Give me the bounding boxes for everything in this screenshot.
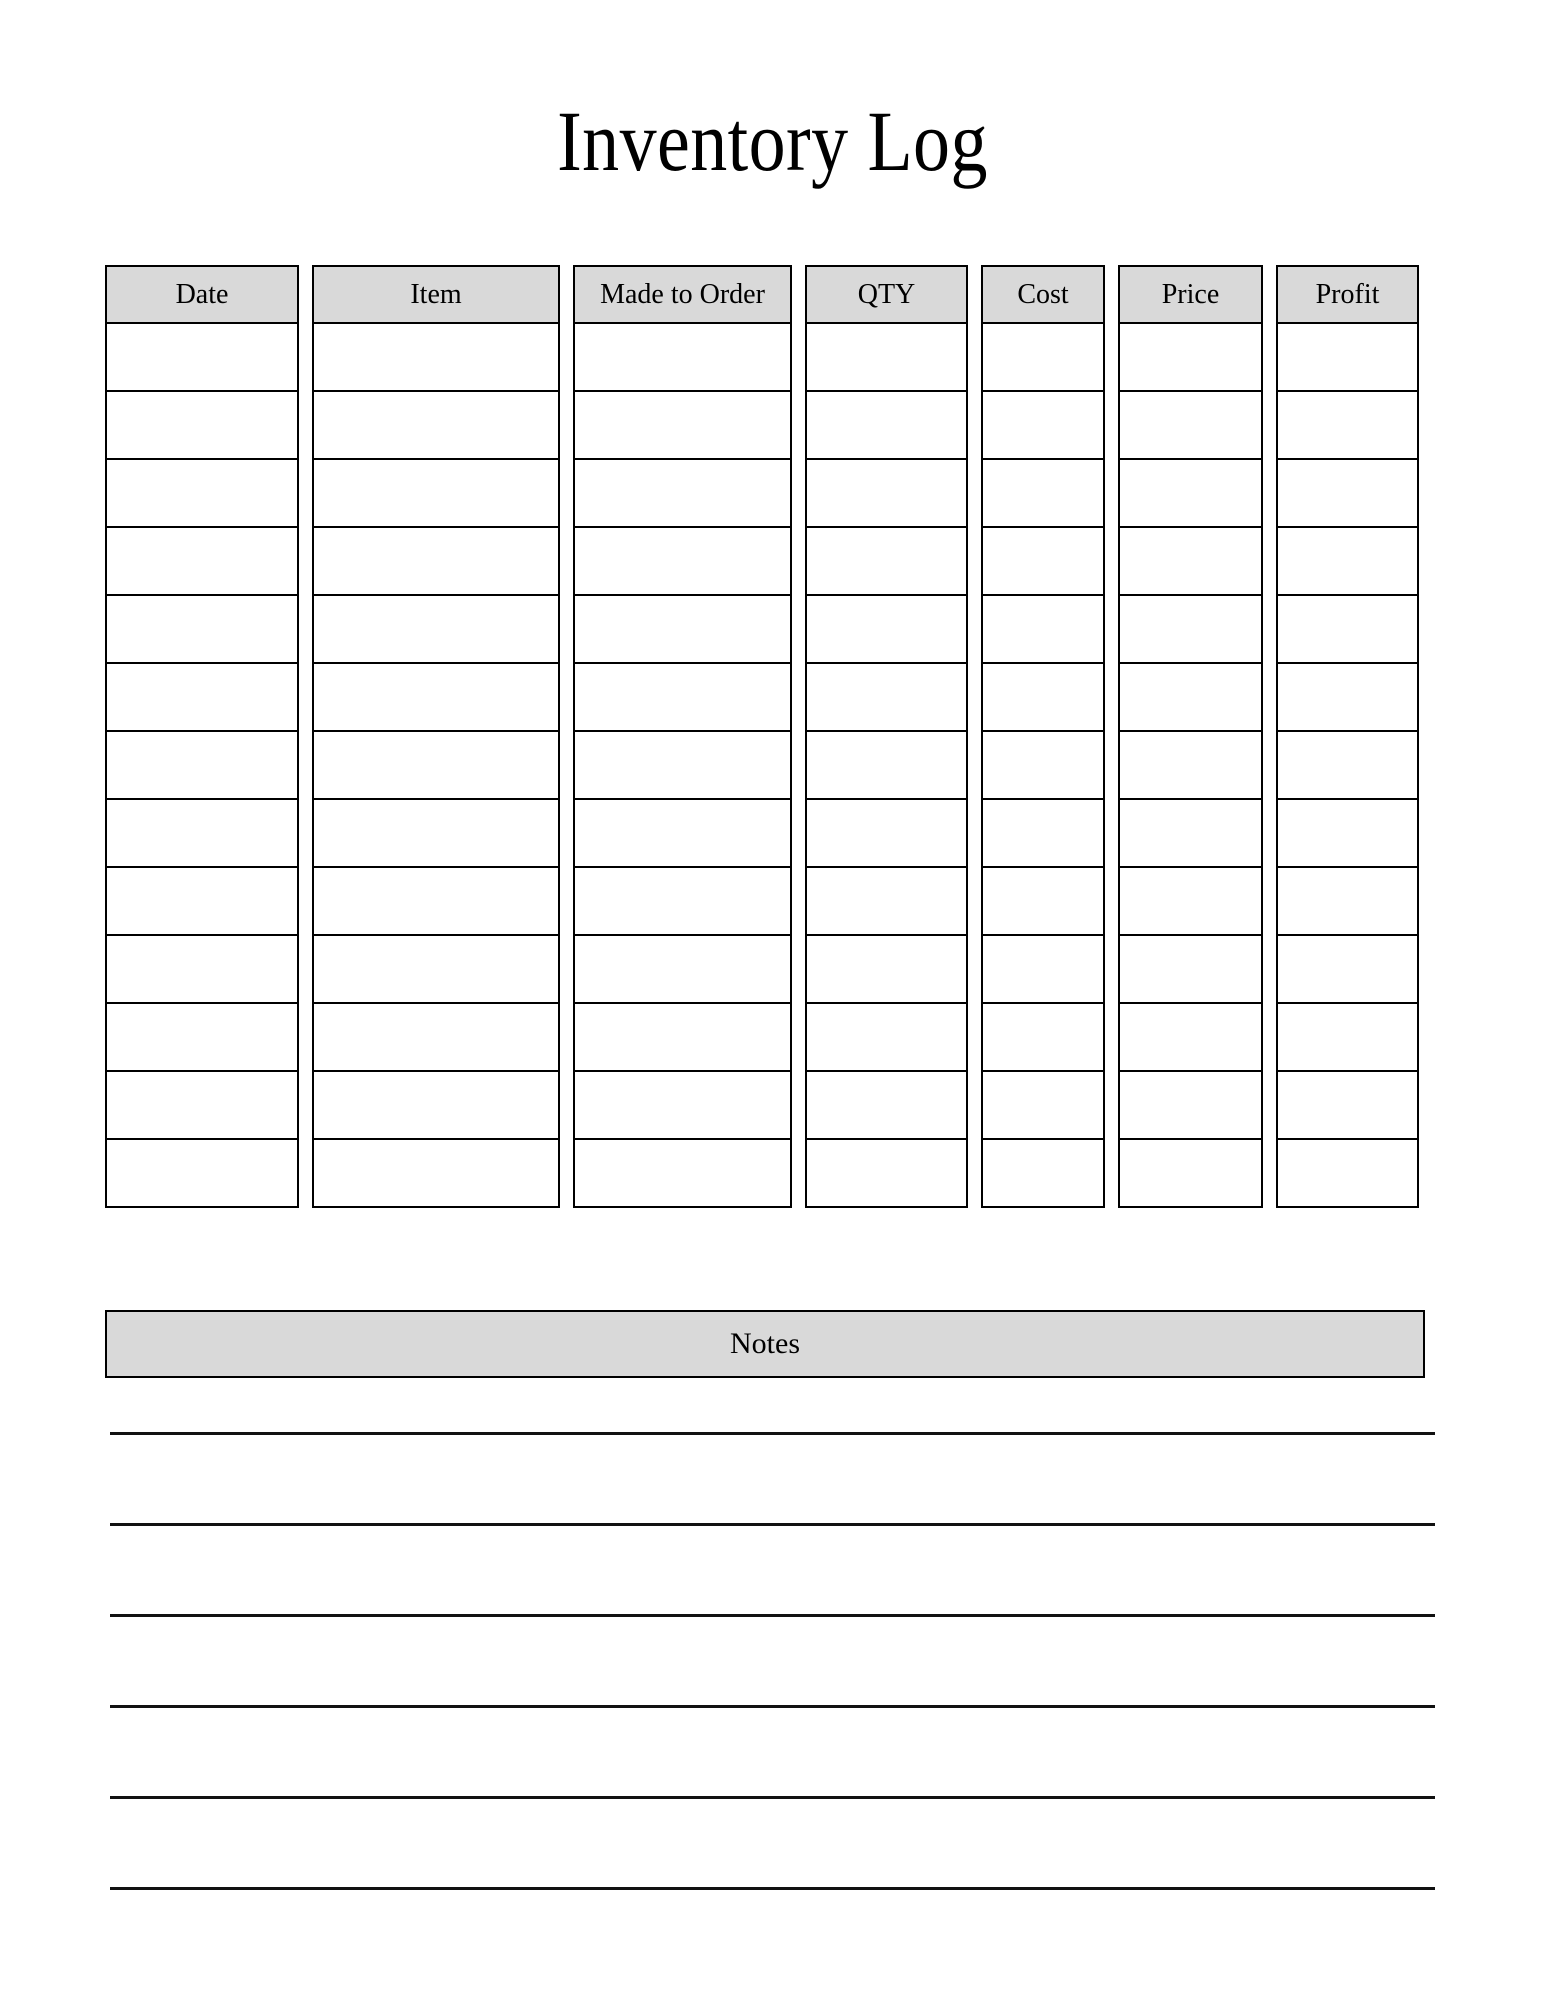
table-cell-item[interactable] xyxy=(312,1138,560,1208)
table-cell-date[interactable] xyxy=(105,662,299,732)
table-cell-qty[interactable] xyxy=(805,1138,968,1208)
table-cell-qty[interactable] xyxy=(805,322,968,392)
table-cell-price[interactable] xyxy=(1118,322,1263,392)
table-cell-item[interactable] xyxy=(312,798,560,868)
column-header-made-to-order: Made to Order xyxy=(573,265,792,324)
column-header-item: Item xyxy=(312,265,560,324)
table-cell-made-to-order[interactable] xyxy=(573,934,792,1004)
table-cell-qty[interactable] xyxy=(805,662,968,732)
table-cell-made-to-order[interactable] xyxy=(573,322,792,392)
table-cell-profit[interactable] xyxy=(1276,662,1419,732)
table-cell-qty[interactable] xyxy=(805,1070,968,1140)
table-column-profit xyxy=(1276,265,1419,1208)
notes-section-header: Notes xyxy=(105,1310,1425,1378)
table-cell-cost[interactable] xyxy=(981,866,1105,936)
table-cell-made-to-order[interactable] xyxy=(573,730,792,800)
table-cell-qty[interactable] xyxy=(805,526,968,596)
table-cell-qty[interactable] xyxy=(805,866,968,936)
table-cell-price[interactable] xyxy=(1118,526,1263,596)
table-cell-item[interactable] xyxy=(312,730,560,800)
table-cell-made-to-order[interactable] xyxy=(573,1002,792,1072)
table-cell-date[interactable] xyxy=(105,934,299,1004)
table-cell-item[interactable] xyxy=(312,390,560,460)
table-cell-qty[interactable] xyxy=(805,458,968,528)
table-cell-profit[interactable] xyxy=(1276,322,1419,392)
table-cell-date[interactable] xyxy=(105,1138,299,1208)
table-column-price xyxy=(1118,265,1263,1208)
table-cell-date[interactable] xyxy=(105,322,299,392)
table-cell-item[interactable] xyxy=(312,1002,560,1072)
column-header-profit: Profit xyxy=(1276,265,1419,324)
table-cell-price[interactable] xyxy=(1118,662,1263,732)
table-cell-price[interactable] xyxy=(1118,390,1263,460)
table-cell-cost[interactable] xyxy=(981,730,1105,800)
table-cell-item[interactable] xyxy=(312,322,560,392)
table-cell-item[interactable] xyxy=(312,1070,560,1140)
table-cell-date[interactable] xyxy=(105,798,299,868)
table-cell-cost[interactable] xyxy=(981,390,1105,460)
table-cell-qty[interactable] xyxy=(805,1002,968,1072)
table-cell-profit[interactable] xyxy=(1276,594,1419,664)
table-cell-date[interactable] xyxy=(105,390,299,460)
table-cell-qty[interactable] xyxy=(805,730,968,800)
table-cell-price[interactable] xyxy=(1118,934,1263,1004)
table-cell-profit[interactable] xyxy=(1276,390,1419,460)
table-cell-cost[interactable] xyxy=(981,662,1105,732)
table-cell-item[interactable] xyxy=(312,594,560,664)
table-cell-item[interactable] xyxy=(312,866,560,936)
table-cell-profit[interactable] xyxy=(1276,1070,1419,1140)
table-cell-made-to-order[interactable] xyxy=(573,798,792,868)
column-header-qty: QTY xyxy=(805,265,968,324)
table-cell-item[interactable] xyxy=(312,934,560,1004)
table-cell-cost[interactable] xyxy=(981,1070,1105,1140)
notes-line[interactable] xyxy=(110,1705,1435,1708)
table-cell-price[interactable] xyxy=(1118,866,1263,936)
table-cell-profit[interactable] xyxy=(1276,798,1419,868)
table-cell-cost[interactable] xyxy=(981,798,1105,868)
table-cell-profit[interactable] xyxy=(1276,1002,1419,1072)
table-cell-qty[interactable] xyxy=(805,390,968,460)
table-column-item xyxy=(312,265,560,1208)
table-cell-date[interactable] xyxy=(105,730,299,800)
notes-line[interactable] xyxy=(110,1523,1435,1526)
column-header-price: Price xyxy=(1118,265,1263,324)
table-cell-price[interactable] xyxy=(1118,1070,1263,1140)
table-cell-made-to-order[interactable] xyxy=(573,526,792,596)
table-cell-date[interactable] xyxy=(105,866,299,936)
table-cell-made-to-order[interactable] xyxy=(573,866,792,936)
table-cell-date[interactable] xyxy=(105,1070,299,1140)
table-cell-cost[interactable] xyxy=(981,594,1105,664)
column-header-date: Date xyxy=(105,265,299,324)
table-cell-cost[interactable] xyxy=(981,322,1105,392)
table-column-cost xyxy=(981,265,1105,1208)
notes-line[interactable] xyxy=(110,1432,1435,1435)
table-cell-made-to-order[interactable] xyxy=(573,1138,792,1208)
table-column-made-to-order xyxy=(573,265,792,1208)
table-cell-price[interactable] xyxy=(1118,594,1263,664)
table-cell-qty[interactable] xyxy=(805,934,968,1004)
page-title: Inventory Log xyxy=(557,93,988,189)
table-cell-cost[interactable] xyxy=(981,458,1105,528)
table-cell-item[interactable] xyxy=(312,662,560,732)
table-cell-made-to-order[interactable] xyxy=(573,458,792,528)
table-cell-date[interactable] xyxy=(105,526,299,596)
table-cell-profit[interactable] xyxy=(1276,866,1419,936)
table-cell-made-to-order[interactable] xyxy=(573,594,792,664)
table-cell-made-to-order[interactable] xyxy=(573,1070,792,1140)
table-cell-price[interactable] xyxy=(1118,798,1263,868)
table-cell-cost[interactable] xyxy=(981,934,1105,1004)
table-cell-qty[interactable] xyxy=(805,798,968,868)
table-cell-date[interactable] xyxy=(105,458,299,528)
table-column-date xyxy=(105,265,299,1208)
table-cell-cost[interactable] xyxy=(981,1002,1105,1072)
column-header-cost: Cost xyxy=(981,265,1105,324)
table-column-qty xyxy=(805,265,968,1208)
table-cell-item[interactable] xyxy=(312,458,560,528)
inventory-table xyxy=(105,265,1425,1208)
notes-line[interactable] xyxy=(110,1887,1435,1890)
table-cell-made-to-order[interactable] xyxy=(573,662,792,732)
table-cell-price[interactable] xyxy=(1118,730,1263,800)
table-cell-profit[interactable] xyxy=(1276,730,1419,800)
table-cell-cost[interactable] xyxy=(981,1138,1105,1208)
table-cell-profit[interactable] xyxy=(1276,934,1419,1004)
table-cell-price[interactable] xyxy=(1118,458,1263,528)
notes-line[interactable] xyxy=(110,1614,1435,1617)
table-cell-profit[interactable] xyxy=(1276,458,1419,528)
table-cell-qty[interactable] xyxy=(805,594,968,664)
notes-ruled-lines xyxy=(110,1432,1435,1890)
table-cell-date[interactable] xyxy=(105,1002,299,1072)
table-cell-date[interactable] xyxy=(105,594,299,664)
table-cell-made-to-order[interactable] xyxy=(573,390,792,460)
table-cell-price[interactable] xyxy=(1118,1138,1263,1208)
table-cell-profit[interactable] xyxy=(1276,1138,1419,1208)
table-cell-profit[interactable] xyxy=(1276,526,1419,596)
table-cell-price[interactable] xyxy=(1118,1002,1263,1072)
table-cell-cost[interactable] xyxy=(981,526,1105,596)
table-cell-item[interactable] xyxy=(312,526,560,596)
notes-line[interactable] xyxy=(110,1796,1435,1799)
